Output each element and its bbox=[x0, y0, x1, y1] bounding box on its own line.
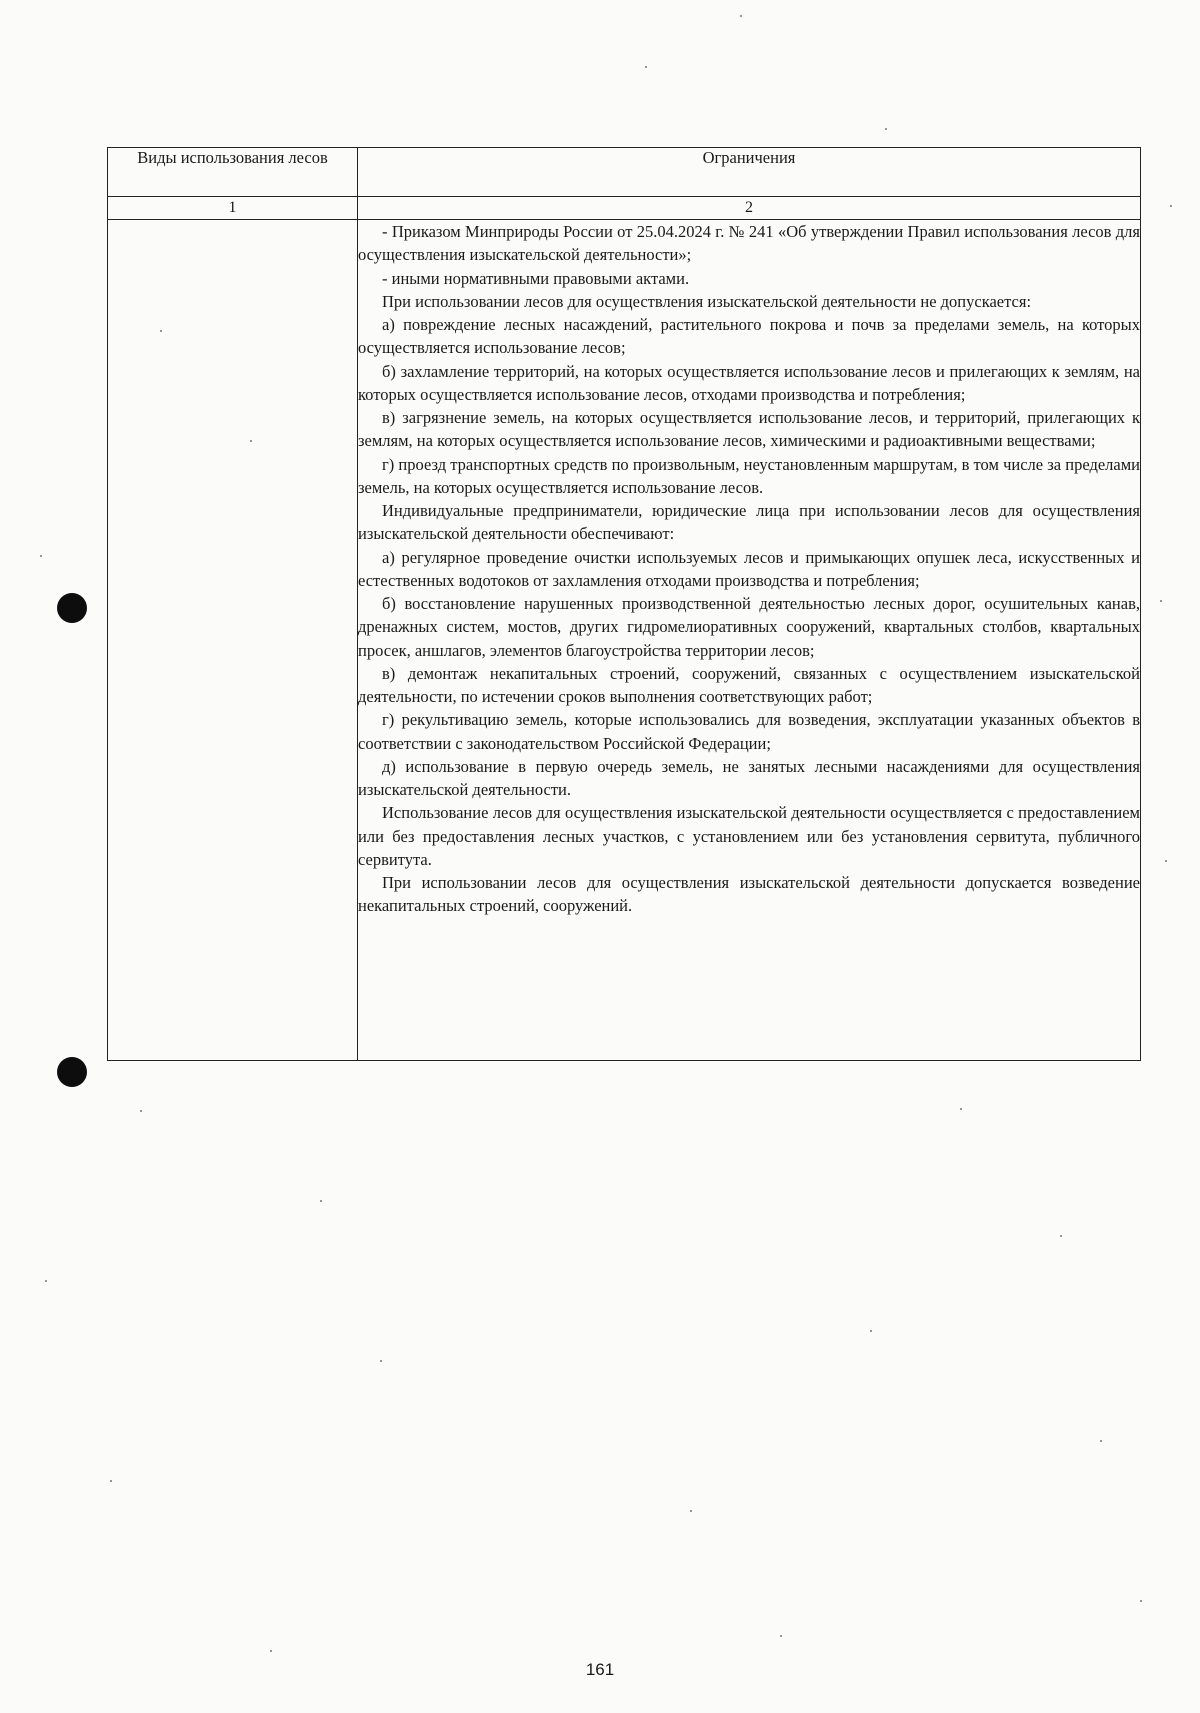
paragraph: в) демонтаж некапитальных строений, сооружений, связанных с осуществлением изыскательской деятельности, по истечении сроков выполнения соответствующих работ; bbox=[358, 663, 1140, 706]
paragraph: г) рекультивацию земель, которые использовались для возведения, эксплуатации указанных объектов в соответствии с законодательством Российской Федерации; bbox=[358, 710, 1140, 753]
paragraph: а) регулярное проведение очистки используемых лесов и примыкающих опушек леса, искусственных и естественных водотоков от захламления отходами производства и потребления; bbox=[358, 547, 1140, 590]
paragraph: в) загрязнение земель, на которых осуществляется использование лесов, и территорий, прилегающих к землям, на которых осуществляется использование лесов, химическими и радиоактивными веществами; bbox=[358, 408, 1140, 451]
paragraph: - Приказом Минприроды России от 25.04.2024 г. № 241 «Об утверждении Правил использования лесов для осуществления изыскательской деятельности»; bbox=[358, 222, 1140, 265]
paragraph: Использование лесов для осуществления изыскательской деятельности осуществляется с предоставлением или без предоставления лесных участков, с установлением или без установления сервитута, публичного сервитута. bbox=[358, 803, 1140, 869]
number-row bbox=[108, 197, 1141, 220]
page-number: 161 bbox=[585, 1660, 615, 1679]
col1-header: Виды использования лесов bbox=[108, 148, 358, 197]
paragraph: б) захламление территорий, на которых осуществляется использование лесов и прилегающих к землям, на которых осуществляется использование лесов, отходами производства и потребления; bbox=[358, 361, 1140, 404]
paragraph: При использовании лесов для осуществления изыскательской деятельности не допускается: bbox=[382, 291, 1032, 311]
paragraph: б) восстановление нарушенных производственной деятельностью лесных дорог, осушительных канав, дренажных систем, мостов, других гидромелиоративных сооружений, квартальных столбов, квартальных просек, аншлагов, элементов благоустройства территории лесов; bbox=[358, 594, 1140, 660]
paragraph: д) использование в первую очередь земель, не занятых лесными насаждениями для осуществления изыскательской деятельности. bbox=[358, 756, 1140, 799]
content-row bbox=[108, 220, 1141, 1061]
punch-hole-bottom bbox=[57, 1057, 87, 1087]
col2-number: 2 bbox=[358, 197, 1141, 220]
paragraph: а) повреждение лесных насаждений, растительного покрова и почв за пределами земель, на которых осуществляется использование лесов; bbox=[358, 315, 1140, 358]
header-row bbox=[108, 148, 1141, 197]
usage-type-cell bbox=[108, 220, 358, 1061]
col2-header: Ограничения bbox=[358, 148, 1141, 197]
paragraph: - иными нормативными правовыми актами. bbox=[382, 268, 690, 288]
paragraph: г) проезд транспортных средств по произвольным, неустановленным маршрутам, в том числе за пределами земель, на которых осуществляется использование лесов. bbox=[358, 454, 1140, 497]
col1-number: 1 bbox=[108, 197, 358, 220]
paragraph: При использовании лесов для осуществления изыскательской деятельности допускается возведение некапитальных строений, сооружений. bbox=[358, 873, 1140, 916]
paragraph: Индивидуальные предприниматели, юридические лица при использовании лесов для осуществления изыскательской деятельности обеспечивают: bbox=[358, 501, 1140, 544]
restrictions-table bbox=[107, 147, 1141, 1061]
restrictions-cell bbox=[358, 220, 1141, 1061]
punch-hole-top bbox=[57, 593, 87, 623]
